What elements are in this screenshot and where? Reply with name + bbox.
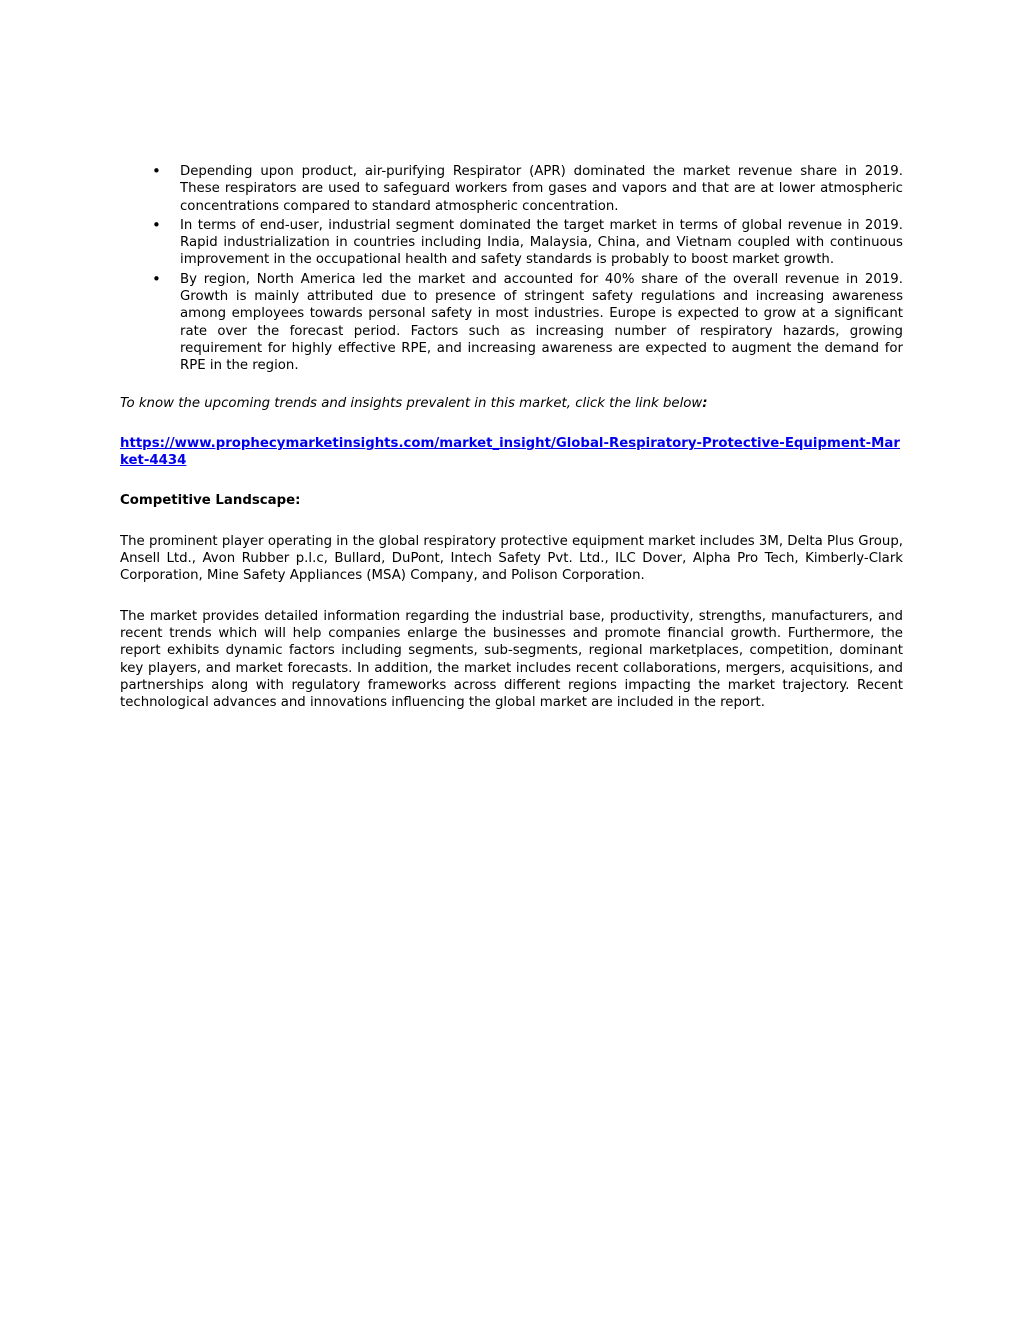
report-link[interactable]: https://www.prophecymarketinsights.com/market_insight/Global-Respiratory-Protective-Equipment-Market-4434 — [120, 435, 900, 469]
document-body — [120, 163, 903, 711]
bullet-text: In terms of end-user, industrial segment dominated the target market in terms of global revenue in 2019. Rapid industrialization in countries including India, Malaysia, China, and Vietnam coupled with continuous improvement in the occupational health and safety standards is probably to boost market growth. — [180, 217, 903, 268]
link-intro-text — [120, 395, 903, 412]
bullet-text: Depending upon product, air-purifying Respirator (APR) dominated the market revenue share in 2019. These respirators are used to safeguard workers from gases and vapors and that are at lower atmospheric concentrations compared to standard atmospheric concentration. — [180, 164, 903, 214]
list-item — [120, 163, 903, 215]
section-heading: Competitive Landscape: — [120, 493, 301, 509]
details-paragraph: The market provides detailed information regarding the industrial base, productivity, strengths, manufacturers, and recent trends which will help companies enlarge the businesses and promote financial growth. Furthermore, the report exhibits dynamic factors including segments, sub-segments, regional marketplaces, competition, dominant key players, and market forecasts. In addition, the market includes recent collaborations, mergers, acquisitions, and partnerships along with regulatory frameworks across different regions impacting the market trajectory. Recent technological advances and innovations influencing the global market are included in the report. — [120, 608, 903, 711]
bullet-icon: • — [152, 269, 161, 288]
key-findings-list — [120, 163, 903, 375]
intro-colon: : — [702, 395, 708, 411]
list-item — [120, 217, 903, 269]
bullet-icon: • — [152, 215, 161, 234]
list-item — [120, 271, 903, 375]
intro-sentence: To know the upcoming trends and insights prevalent in this market, click the link below — [120, 395, 703, 411]
players-paragraph: The prominent player operating in the global respiratory protective equipment market includes 3M, Delta Plus Group, Ansell Ltd., Avon Rubber p.l.c, Bullard, DuPont, Intech Safety Pvt. Ltd., ILC Dover, Alpha Pro Tech, Kimberly-Clark Corporation, Mine Safety Appliances (MSA) Company, and Polison Corporation. — [120, 533, 904, 584]
bullet-text: By region, North America led the market and accounted for 40% share of the overall revenue in 2019. Growth is mainly attributed due to presence of stringent safety regulations and increasing awareness among employees towards personal safety in most industries. Europe is expected to grow at a significant rate over the forecast period. Factors such as increasing number of respiratory hazards, growing requirement for highly effective RPE, and increasing awareness are expected to augment the demand for RPE in the region. — [180, 271, 903, 374]
bullet-icon: • — [152, 162, 161, 180]
